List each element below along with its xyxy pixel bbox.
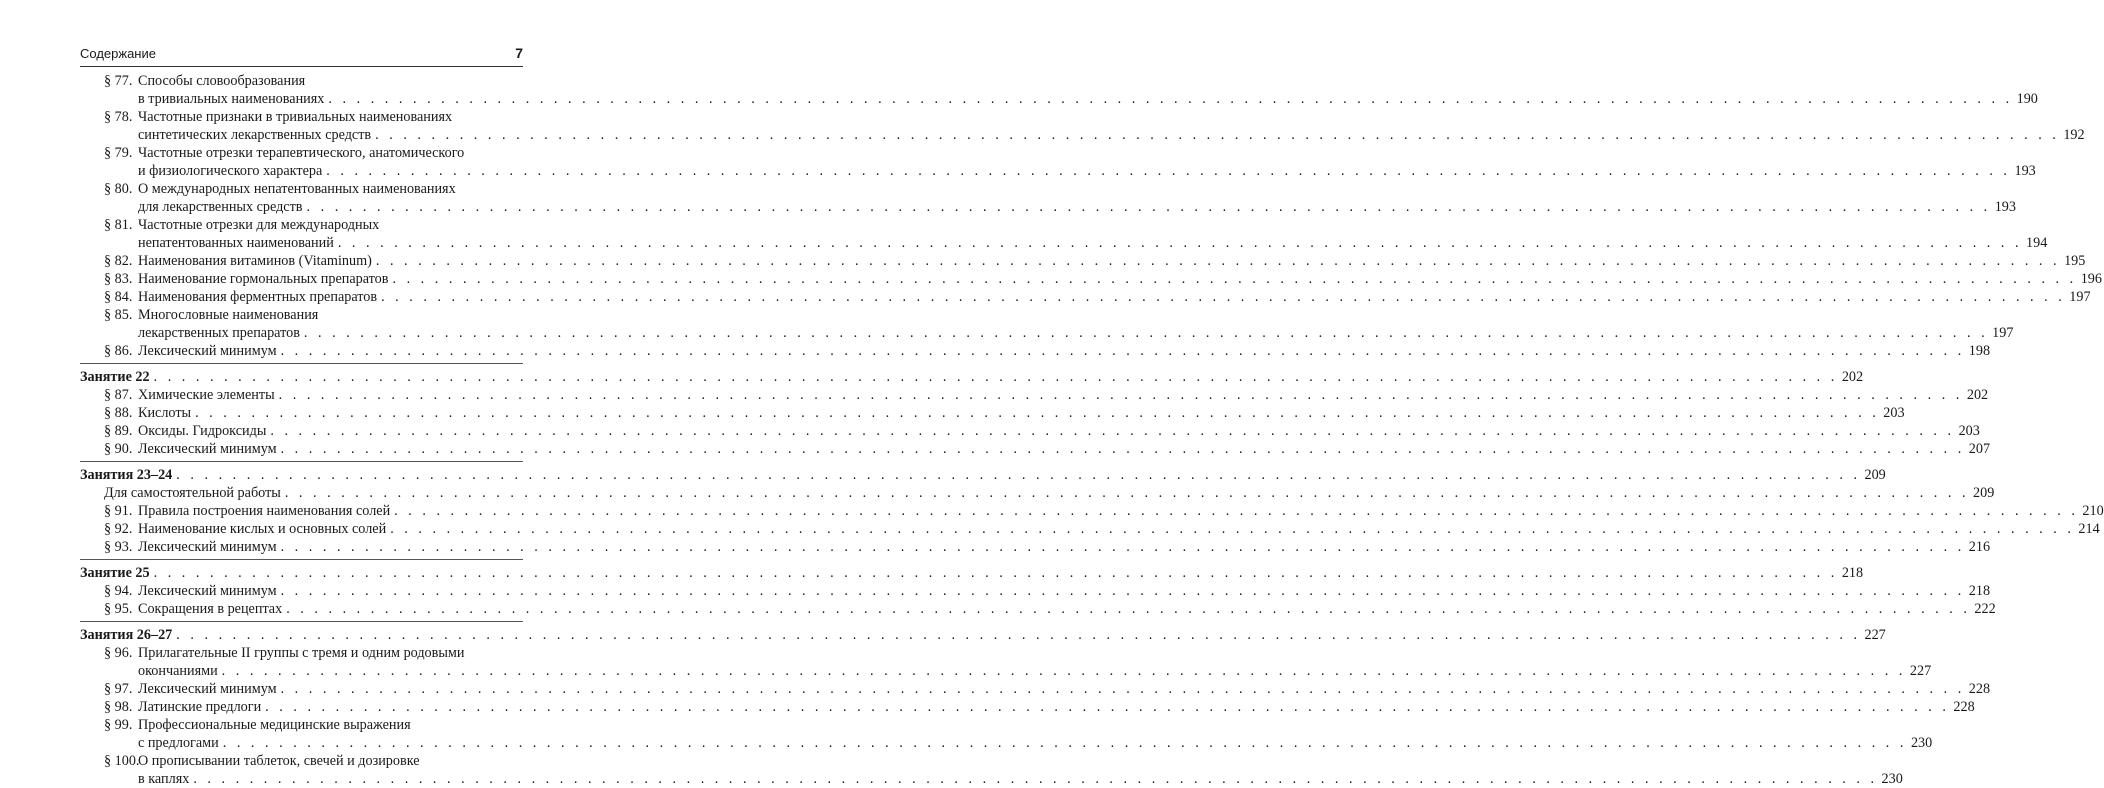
toc-entry-title: Прилагательные II группы с тремя и одним родовыми <box>138 645 465 661</box>
toc-page-number: 193 <box>2014 163 2036 179</box>
dot-leader: . . . . . . . . . . . . . . . . . . . . . . . . . . . . . . . . . . . . . . . . . . . . . . . . . . . . . . . . . . . . . . . . . . . . . . . . . . . . . . . . . . . . . . . . . . . . . . . . . . . . . . . . . . . . . . . . . . . . . . . . <box>278 387 1963 403</box>
toc-entry-title: Наименования витаминов (Vitaminum) <box>138 253 372 269</box>
toc-line <box>104 484 1995 502</box>
dot-leader: . . . . . . . . . . . . . . . . . . . . . . . . . . . . . . . . . . . . . . . . . . . . . . . . . . . . . . . . . . . . . . . . . . . . . . . . . . . . . . . . . . . . . . . . . . . . . . . . . . . . . . . . . . . . . . . . . . . . . . . . <box>153 369 1838 385</box>
toc-entry[interactable] <box>80 716 523 734</box>
dot-leader: . . . . . . . . . . . . . . . . . . . . . . . . . . . . . . . . . . . . . . . . . . . . . . . . . . . . . . . . . . . . . . . . . . . . . . . . . . . . . . . . . . . . . . . . . . . . . . . . . . . . . . . . . . . . . . . . . . . . . . . . <box>270 423 1955 439</box>
toc-entry[interactable] <box>80 288 2091 306</box>
section-number: § 78. <box>104 109 133 125</box>
toc-line <box>138 662 1932 680</box>
toc-entry[interactable] <box>80 72 523 90</box>
toc-entry-title: окончаниями <box>138 663 218 679</box>
toc-entry[interactable] <box>80 680 1991 698</box>
section-number: § 90. <box>104 441 133 457</box>
section-number: § 89. <box>104 423 133 439</box>
section-number: § 91. <box>104 503 133 519</box>
toc-entry-title: Многословные наименования <box>138 307 319 323</box>
dot-leader: . . . . . . . . . . . . . . . . . . . . . . . . . . . . . . . . . . . . . . . . . . . . . . . . . . . . . . . . . . . . . . . . . . . . . . . . . . . . . . . . . . . . . . . . . . . . . . . . . . . . . . . . . . . . . . . . . . . . . . . . <box>193 771 1878 787</box>
dot-leader: . . . . . . . . . . . . . . . . . . . . . . . . . . . . . . . . . . . . . . . . . . . . . . . . . . . . . . . . . . . . . . . . . . . . . . . . . . . . . . . . . . . . . . . . . . . . . . . . . . . . . . . . . . . . . . . . . . . . . . . . <box>328 91 2013 107</box>
toc-page-number: 203 <box>1958 423 1980 439</box>
toc-entry[interactable] <box>80 582 1991 600</box>
section-number: § 99. <box>104 717 133 733</box>
toc-page-number: 207 <box>1968 441 1991 457</box>
toc-entry[interactable] <box>80 520 2100 538</box>
header-page-number: 7 <box>515 45 523 61</box>
toc-page-number: 194 <box>2026 235 2048 251</box>
toc-lesson-entry[interactable] <box>80 626 1886 644</box>
section-number: § 82. <box>104 253 133 269</box>
toc-entry[interactable] <box>80 216 523 234</box>
dot-leader: . . . . . . . . . . . . . . . . . . . . . . . . . . . . . . . . . . . . . . . . . . . . . . . . . . . . . . . . . . . . . . . . . . . . . . . . . . . . . . . . . . . . . . . . . . . . . . . . . . . . . . . . . . . . . . . . . . . . . . . . <box>221 663 1906 679</box>
toc-page-number: 228 <box>1953 699 1975 715</box>
dot-leader: . . . . . . . . . . . . . . . . . . . . . . . . . . . . . . . . . . . . . . . . . . . . . . . . . . . . . . . . . . . . . . . . . . . . . . . . . . . . . . . . . . . . . . . . . . . . . . . . . . . . . . . . . . . . . . . . . . . . . . . . <box>390 521 2075 537</box>
toc-entry[interactable] <box>80 752 523 770</box>
toc-entry[interactable] <box>80 644 523 662</box>
section-divider <box>80 618 523 626</box>
toc-entry-title: Частотные признаки в тривиальных наименованиях <box>138 109 453 125</box>
dot-leader: . . . . . . . . . . . . . . . . . . . . . . . . . . . . . . . . . . . . . . . . . . . . . . . . . . . . . . . . . . . . . . . . . . . . . . . . . . . . . . . . . . . . . . . . . . . . . . . . . . . . . . . . . . . . . . . . . . . . . . . . <box>176 627 1861 643</box>
toc-entry-title: О прописывании таблеток, свечей и дозировке <box>138 753 420 769</box>
toc-entry-title: Правила построения наименования солей <box>138 503 391 519</box>
toc-line <box>138 404 1905 422</box>
section-number: § 95. <box>104 601 133 617</box>
dot-leader: . . . . . . . . . . . . . . . . . . . . . . . . . . . . . . . . . . . . . . . . . . . . . . . . . . . . . . . . . . . . . . . . . . . . . . . . . . . . . . . . . . . . . . . . . . . . . . . . . . . . . . . . . . . . . . . . . . . . . . . . <box>280 583 1965 599</box>
toc-entry-title: Наименования ферментных препаратов <box>138 289 378 305</box>
toc-entry-title: Лексический минимум <box>138 441 277 457</box>
toc-line <box>138 162 2036 180</box>
toc-line <box>80 368 1864 386</box>
dot-leader: . . . . . . . . . . . . . . . . . . . . . . . . . . . . . . . . . . . . . . . . . . . . . . . . . . . . . . . . . . . . . . . . . . . . . . . . . . . . . . . . . . . . . . . . . . . . . . . . . . . . . . . . . . . . . . . . . . . . . . . . <box>284 485 1970 501</box>
toc-page-number: 190 <box>2016 91 2038 107</box>
section-number: § 94. <box>104 583 133 599</box>
toc-page-number: 198 <box>1968 343 1991 359</box>
toc-entry-title: синтетических лекарственных средств <box>138 127 372 143</box>
toc-entry-continuation[interactable] <box>80 90 2038 108</box>
toc-line <box>138 440 1991 458</box>
toc-line <box>138 270 2102 288</box>
toc-entry-title: О международных непатентованных наименованиях <box>138 181 456 197</box>
toc-page-number: 227 <box>1864 627 1886 643</box>
toc-page-number: 227 <box>1909 663 1932 679</box>
dot-leader: . . . . . . . . . . . . . . . . . . . . . . . . . . . . . . . . . . . . . . . . . . . . . . . . . . . . . . . . . . . . . . . . . . . . . . . . . . . . . . . . . . . . . . . . . . . . . . . . . . . . . . . . . . . . . . . . . . . . . . . . <box>265 699 1950 715</box>
toc-entry-title: Кислоты <box>138 405 192 421</box>
dot-leader: . . . . . . . . . . . . . . . . . . . . . . . . . . . . . . . . . . . . . . . . . . . . . . . . . . . . . . . . . . . . . . . . . . . . . . . . . . . . . . . . . . . . . . . . . . . . . . . . . . . . . . . . . . . . . . . . . . . . . . . . <box>306 199 1991 215</box>
table-of-contents <box>80 72 2104 788</box>
toc-page-number: 209 <box>1864 467 1886 483</box>
section-number: § 87. <box>104 387 133 403</box>
toc-entry[interactable] <box>80 538 1991 556</box>
toc-entry-continuation[interactable] <box>80 324 2014 342</box>
toc-page-number: 214 <box>2078 521 2100 537</box>
toc-page-number: 230 <box>1910 735 1933 751</box>
section-number: § 79. <box>104 145 133 161</box>
toc-entry[interactable] <box>80 404 1905 422</box>
toc-line <box>138 288 2091 306</box>
toc-page-number: 216 <box>1968 539 1991 555</box>
section-number: § 81. <box>104 217 133 233</box>
toc-page-number: 210 <box>2082 503 2104 519</box>
toc-page-number: 197 <box>2069 289 2091 305</box>
dot-leader: . . . . . . . . . . . . . . . . . . . . . . . . . . . . . . . . . . . . . . . . . . . . . . . . . . . . . . . . . . . . . . . . . . . . . . . . . . . . . . . . . . . . . . . . . . . . . . . . . . . . . . . . . . . . . . . . . . . . . . . . <box>280 441 1965 457</box>
toc-page-number: 222 <box>1974 601 1996 617</box>
dot-leader: . . . . . . . . . . . . . . . . . . . . . . . . . . . . . . . . . . . . . . . . . . . . . . . . . . . . . . . . . . . . . . . . . . . . . . . . . . . . . . . . . . . . . . . . . . . . . . . . . . . . . . . . . . . . . . . . . . . . . . . . <box>222 735 1907 751</box>
toc-entry-title: Наименование гормональных препаратов <box>138 271 389 287</box>
toc-entry-title: Для самостоятельной работы <box>104 485 281 501</box>
dot-leader: . . . . . . . . . . . . . . . . . . . . . . . . . . . . . . . . . . . . . . . . . . . . . . . . . . . . . . . . . . . . . . . . . . . . . . . . . . . . . . . . . . . . . . . . . . . . . . . . . . . . . . . . . . . . . . . . . . . . . . . . <box>375 253 2061 269</box>
dot-leader: . . . . . . . . . . . . . . . . . . . . . . . . . . . . . . . . . . . . . . . . . . . . . . . . . . . . . . . . . . . . . . . . . . . . . . . . . . . . . . . . . . . . . . . . . . . . . . . . . . . . . . . . . . . . . . . . . . . . . . . . <box>286 601 1971 617</box>
section-number: § 92. <box>104 521 133 537</box>
running-header <box>80 46 523 64</box>
toc-page-number: 196 <box>2080 271 2102 287</box>
toc-entry-title: Профессиональные медицинские выражения <box>138 717 411 733</box>
toc-entry-continuation[interactable] <box>80 734 1933 752</box>
toc-entry[interactable] <box>80 144 523 162</box>
toc-page-number: 230 <box>1881 771 1903 787</box>
toc-entry-title: Способы словообразования <box>138 73 306 89</box>
toc-entry-title: Лексический минимум <box>138 583 277 599</box>
toc-line <box>138 520 2100 538</box>
toc-line <box>80 466 1886 484</box>
section-number: § 98. <box>104 699 133 715</box>
toc-line <box>138 538 1991 556</box>
toc-page-number: 192 <box>2063 127 2085 143</box>
dot-leader: . . . . . . . . . . . . . . . . . . . . . . . . . . . . . . . . . . . . . . . . . . . . . . . . . . . . . . . . . . . . . . . . . . . . . . . . . . . . . . . . . . . . . . . . . . . . . . . . . . . . . . . . . . . . . . . . . . . . . . . . <box>392 271 2077 287</box>
section-number: § 84. <box>104 289 133 305</box>
toc-entry-title: Занятия 26–27 <box>80 627 173 643</box>
toc-entry-title: в тривиальных наименованиях <box>138 91 325 107</box>
toc-entry-title: с предлогами <box>138 735 219 751</box>
toc-line <box>80 626 1886 644</box>
toc-lesson-entry[interactable] <box>80 466 1886 484</box>
toc-line <box>138 734 1933 752</box>
toc-line <box>138 502 2104 520</box>
toc-entry[interactable] <box>80 252 2086 270</box>
section-number: § 93. <box>104 539 133 555</box>
toc-line <box>138 698 1975 716</box>
toc-entry[interactable] <box>80 502 2104 520</box>
toc-entry-title: непатентованных наименований <box>138 235 334 251</box>
toc-entry-continuation[interactable] <box>80 770 1903 788</box>
toc-entry-continuation[interactable] <box>80 126 2085 144</box>
toc-entry-title: Сокращения в рецептах <box>138 601 283 617</box>
dot-leader: . . . . . . . . . . . . . . . . . . . . . . . . . . . . . . . . . . . . . . . . . . . . . . . . . . . . . . . . . . . . . . . . . . . . . . . . . . . . . . . . . . . . . . . . . . . . . . . . . . . . . . . . . . . . . . . . . . . . . . . . <box>337 235 2023 251</box>
dot-leader: . . . . . . . . . . . . . . . . . . . . . . . . . . . . . . . . . . . . . . . . . . . . . . . . . . . . . . . . . . . . . . . . . . . . . . . . . . . . . . . . . . . . . . . . . . . . . . . . . . . . . . . . . . . . . . . . . . . . . . . . <box>280 343 1965 359</box>
toc-line <box>138 770 1903 788</box>
toc-entry-title: Занятия 23–24 <box>80 467 173 483</box>
toc-line <box>138 234 2048 252</box>
toc-entry-title: Лексический минимум <box>138 539 277 555</box>
section-number: § 83. <box>104 271 133 287</box>
toc-line <box>138 90 2038 108</box>
toc-page-number: 202 <box>1966 387 1989 403</box>
toc-page-number: 202 <box>1841 369 1864 385</box>
header-title: Содержание <box>80 46 156 61</box>
section-number: § 97. <box>104 681 133 697</box>
toc-page-number: 218 <box>1968 583 1991 599</box>
toc-entry-title: Химические элементы <box>138 387 275 403</box>
dot-leader: . . . . . . . . . . . . . . . . . . . . . . . . . . . . . . . . . . . . . . . . . . . . . . . . . . . . . . . . . . . . . . . . . . . . . . . . . . . . . . . . . . . . . . . . . . . . . . . . . . . . . . . . . . . . . . . . . . . . . . . . <box>394 503 2079 519</box>
toc-entry-continuation[interactable] <box>80 662 1932 680</box>
toc-line <box>138 582 1991 600</box>
toc-line <box>138 126 2085 144</box>
toc-line <box>138 342 1991 360</box>
toc-entry[interactable] <box>80 440 1991 458</box>
toc-line <box>138 198 2016 216</box>
dot-leader: . . . . . . . . . . . . . . . . . . . . . . . . . . . . . . . . . . . . . . . . . . . . . . . . . . . . . . . . . . . . . . . . . . . . . . . . . . . . . . . . . . . . . . . . . . . . . . . . . . . . . . . . . . . . . . . . . . . . . . . . <box>195 405 1880 421</box>
toc-page-number: 218 <box>1841 565 1864 581</box>
toc-entry[interactable] <box>80 180 523 198</box>
toc-line <box>138 600 1996 618</box>
toc-entry-title: Наименование кислых и основных солей <box>138 521 387 537</box>
section-number: § 88. <box>104 405 133 421</box>
section-divider <box>80 556 523 564</box>
toc-entry-title: Занятие 25 <box>80 565 150 581</box>
dot-leader: . . . . . . . . . . . . . . . . . . . . . . . . . . . . . . . . . . . . . . . . . . . . . . . . . . . . . . . . . . . . . . . . . . . . . . . . . . . . . . . . . . . . . . . . . . . . . . . . . . . . . . . . . . . . . . . . . . . . . . . . <box>326 163 2011 179</box>
toc-entry-title: в каплях <box>138 771 190 787</box>
toc-entry[interactable] <box>80 342 1991 360</box>
toc-entry-title: лекарственных препаратов <box>138 325 300 341</box>
toc-lesson-entry[interactable] <box>80 368 1864 386</box>
toc-entry-continuation[interactable] <box>80 234 2048 252</box>
toc-entry[interactable] <box>80 306 523 324</box>
section-number: § 80. <box>104 181 133 197</box>
toc-entry[interactable] <box>80 600 1996 618</box>
toc-entry[interactable] <box>80 698 1975 716</box>
toc-entry-title: Оксиды. Гидроксиды <box>138 423 267 439</box>
dot-leader: . . . . . . . . . . . . . . . . . . . . . . . . . . . . . . . . . . . . . . . . . . . . . . . . . . . . . . . . . . . . . . . . . . . . . . . . . . . . . . . . . . . . . . . . . . . . . . . . . . . . . . . . . . . . . . . . . . . . . . . . <box>303 325 1989 341</box>
toc-lesson-entry[interactable] <box>80 564 1864 582</box>
toc-page-number: 203 <box>1883 405 1905 421</box>
dot-leader: . . . . . . . . . . . . . . . . . . . . . . . . . . . . . . . . . . . . . . . . . . . . . . . . . . . . . . . . . . . . . . . . . . . . . . . . . . . . . . . . . . . . . . . . . . . . . . . . . . . . . . . . . . . . . . . . . . . . . . . . <box>280 681 1965 697</box>
toc-entry[interactable] <box>80 386 1989 404</box>
toc-entry[interactable] <box>80 108 523 126</box>
toc-entry-title: Занятие 22 <box>80 369 150 385</box>
toc-entry-title: Латинские предлоги <box>138 699 262 715</box>
section-number: § 100. <box>104 753 140 769</box>
toc-line <box>138 324 2014 342</box>
toc-entry-title: и физиологического характера <box>138 163 323 179</box>
dot-leader: . . . . . . . . . . . . . . . . . . . . . . . . . . . . . . . . . . . . . . . . . . . . . . . . . . . . . . . . . . . . . . . . . . . . . . . . . . . . . . . . . . . . . . . . . . . . . . . . . . . . . . . . . . . . . . . . . . . . . . . . <box>176 467 1861 483</box>
toc-page-number: 193 <box>1994 199 2016 215</box>
toc-entry-continuation[interactable] <box>80 198 2016 216</box>
toc-entry-title: для лекарственных средств <box>138 199 303 215</box>
header-rule <box>80 66 523 67</box>
section-number: § 96. <box>104 645 133 661</box>
toc-entry-title: Частотные отрезки терапевтического, анатомического <box>138 145 465 161</box>
toc-entry-title: Лексический минимум <box>138 681 277 697</box>
toc-line <box>138 422 1980 440</box>
toc-page-number: 209 <box>1973 485 1995 501</box>
toc-entry-title: Частотные отрезки для международных <box>138 217 380 233</box>
toc-line <box>80 564 1864 582</box>
toc-entry[interactable] <box>80 422 1980 440</box>
toc-line <box>138 680 1991 698</box>
toc-entry[interactable] <box>80 270 2102 288</box>
dot-leader: . . . . . . . . . . . . . . . . . . . . . . . . . . . . . . . . . . . . . . . . . . . . . . . . . . . . . . . . . . . . . . . . . . . . . . . . . . . . . . . . . . . . . . . . . . . . . . . . . . . . . . . . . . . . . . . . . . . . . . . . <box>375 127 2060 143</box>
dot-leader: . . . . . . . . . . . . . . . . . . . . . . . . . . . . . . . . . . . . . . . . . . . . . . . . . . . . . . . . . . . . . . . . . . . . . . . . . . . . . . . . . . . . . . . . . . . . . . . . . . . . . . . . . . . . . . . . . . . . . . . . <box>153 565 1838 581</box>
toc-entry-continuation[interactable] <box>80 162 2036 180</box>
section-number: § 85. <box>104 307 133 323</box>
section-number: § 77. <box>104 73 133 89</box>
toc-entry[interactable] <box>80 484 1995 502</box>
section-divider <box>80 360 523 368</box>
toc-entry-title: Лексический минимум <box>138 343 277 359</box>
section-divider <box>80 458 523 466</box>
toc-line <box>138 386 1989 404</box>
section-number: § 86. <box>104 343 133 359</box>
toc-line <box>138 252 2086 270</box>
toc-page-number: 195 <box>2064 253 2086 269</box>
dot-leader: . . . . . . . . . . . . . . . . . . . . . . . . . . . . . . . . . . . . . . . . . . . . . . . . . . . . . . . . . . . . . . . . . . . . . . . . . . . . . . . . . . . . . . . . . . . . . . . . . . . . . . . . . . . . . . . . . . . . . . . . <box>280 539 1965 555</box>
toc-page-number: 197 <box>1992 325 2014 341</box>
dot-leader: . . . . . . . . . . . . . . . . . . . . . . . . . . . . . . . . . . . . . . . . . . . . . . . . . . . . . . . . . . . . . . . . . . . . . . . . . . . . . . . . . . . . . . . . . . . . . . . . . . . . . . . . . . . . . . . . . . . . . . . . <box>381 289 2066 305</box>
toc-page-number: 228 <box>1968 681 1991 697</box>
